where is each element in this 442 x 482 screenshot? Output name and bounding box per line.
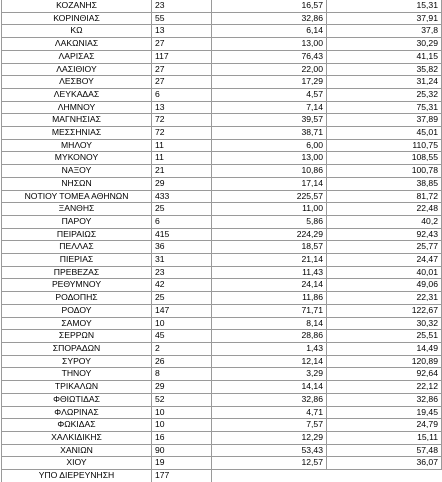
table-row	[2, 470, 442, 482]
table-row	[2, 419, 442, 432]
region-name-cell: ΣΥΡΟΥ	[2, 355, 152, 368]
region-name-cell: ΜΥΚΟΝΟΥ	[2, 152, 152, 165]
count-cell: 25	[152, 203, 212, 216]
rate-cell: 81,72	[327, 190, 442, 203]
rate-cell: 41,15	[327, 50, 442, 63]
table-row	[2, 254, 442, 267]
region-name-cell: ΣΑΜΟΥ	[2, 317, 152, 330]
count-cell: 27	[152, 38, 212, 51]
count-cell: 72	[152, 114, 212, 127]
average-cell: 6,14	[212, 25, 327, 38]
table-row	[2, 406, 442, 419]
average-cell: 11,00	[212, 203, 327, 216]
rate-cell: 100,78	[327, 165, 442, 178]
table-row	[2, 215, 442, 228]
average-cell: 4,57	[212, 88, 327, 101]
count-cell: 117	[152, 50, 212, 63]
rate-cell: 19,45	[327, 406, 442, 419]
rate-cell: 15,11	[327, 431, 442, 444]
table-row	[2, 228, 442, 241]
count-cell: 36	[152, 241, 212, 254]
region-name-cell: ΦΘΙΩΤΙΔΑΣ	[2, 393, 152, 406]
region-name-cell: ΡΕΘΥΜΝΟΥ	[2, 279, 152, 292]
count-cell: 31	[152, 254, 212, 267]
table-row	[2, 88, 442, 101]
average-cell: 8,14	[212, 317, 327, 330]
rate-cell: 37,8	[327, 25, 442, 38]
region-name-cell: ΛΑΡΙΣΑΣ	[2, 50, 152, 63]
average-cell: 11,43	[212, 266, 327, 279]
rate-cell: 14,49	[327, 342, 442, 355]
average-cell: 14,14	[212, 381, 327, 394]
count-cell: 52	[152, 393, 212, 406]
count-cell: 6	[152, 215, 212, 228]
region-name-cell: ΛΗΜΝΟΥ	[2, 101, 152, 114]
count-cell: 45	[152, 330, 212, 343]
region-name-cell: ΛΑΚΩΝΙΑΣ	[2, 38, 152, 51]
rate-cell	[327, 470, 442, 482]
table-row	[2, 152, 442, 165]
table-row	[2, 127, 442, 140]
rate-cell: 25,32	[327, 88, 442, 101]
region-name-cell: ΜΗΛΟΥ	[2, 139, 152, 152]
rate-cell: 37,89	[327, 114, 442, 127]
count-cell: 433	[152, 190, 212, 203]
average-cell: 225,57	[212, 190, 327, 203]
region-name-cell: ΡΟΔΟΥ	[2, 304, 152, 317]
table-row	[2, 368, 442, 381]
table-row	[2, 304, 442, 317]
rate-cell: 15,31	[327, 0, 442, 12]
average-cell: 13,00	[212, 152, 327, 165]
table-row	[2, 165, 442, 178]
rate-cell: 75,31	[327, 101, 442, 114]
data-table	[1, 0, 442, 482]
table-row	[2, 317, 442, 330]
table-row	[2, 190, 442, 203]
table-row	[2, 50, 442, 63]
count-cell: 42	[152, 279, 212, 292]
average-cell: 12,29	[212, 431, 327, 444]
region-name-cell: ΦΩΚΙΔΑΣ	[2, 419, 152, 432]
rate-cell: 30,32	[327, 317, 442, 330]
table-row	[2, 431, 442, 444]
rate-cell: 22,12	[327, 381, 442, 394]
count-cell: 21	[152, 165, 212, 178]
count-cell: 72	[152, 127, 212, 140]
count-cell: 16	[152, 431, 212, 444]
average-cell: 38,71	[212, 127, 327, 140]
rate-cell: 24,47	[327, 254, 442, 267]
count-cell: 23	[152, 0, 212, 12]
count-cell: 26	[152, 355, 212, 368]
rate-cell: 110,75	[327, 139, 442, 152]
average-cell: 4,71	[212, 406, 327, 419]
region-name-cell: ΚΟΡΙΝΘΙΑΣ	[2, 12, 152, 25]
region-name-cell: ΠΡΕΒΕΖΑΣ	[2, 266, 152, 279]
region-name-cell: ΝΗΣΩΝ	[2, 177, 152, 190]
rate-cell: 108,55	[327, 152, 442, 165]
rate-cell: 92,43	[327, 228, 442, 241]
rate-cell: 24,79	[327, 419, 442, 432]
rate-cell: 35,82	[327, 63, 442, 76]
count-cell: 55	[152, 12, 212, 25]
count-cell: 13	[152, 101, 212, 114]
region-name-cell: ΠΑΡΟΥ	[2, 215, 152, 228]
average-cell: 16,57	[212, 0, 327, 12]
count-cell: 11	[152, 152, 212, 165]
rate-cell: 40,01	[327, 266, 442, 279]
average-cell: 32,86	[212, 12, 327, 25]
rate-cell: 92,64	[327, 368, 442, 381]
average-cell: 17,29	[212, 76, 327, 89]
count-cell: 19	[152, 457, 212, 470]
rate-cell: 25,77	[327, 241, 442, 254]
table-body	[2, 0, 442, 482]
average-cell: 224,29	[212, 228, 327, 241]
count-cell: 29	[152, 177, 212, 190]
rate-cell: 22,48	[327, 203, 442, 216]
rate-cell: 36,07	[327, 457, 442, 470]
average-cell: 12,57	[212, 457, 327, 470]
count-cell: 6	[152, 88, 212, 101]
average-cell: 53,43	[212, 444, 327, 457]
average-cell: 24,14	[212, 279, 327, 292]
region-name-cell: ΜΑΓΝΗΣΙΑΣ	[2, 114, 152, 127]
region-name-cell: ΤΗΝΟΥ	[2, 368, 152, 381]
region-name-cell: ΠΙΕΡΙΑΣ	[2, 254, 152, 267]
table-row	[2, 292, 442, 305]
table-row	[2, 279, 442, 292]
region-name-cell: ΧΙΟΥ	[2, 457, 152, 470]
rate-cell: 32,86	[327, 393, 442, 406]
region-name-cell: ΞΑΝΘΗΣ	[2, 203, 152, 216]
count-cell: 415	[152, 228, 212, 241]
count-cell: 27	[152, 63, 212, 76]
region-name-cell: ΜΕΣΣΗΝΙΑΣ	[2, 127, 152, 140]
table-row	[2, 101, 442, 114]
average-cell: 39,57	[212, 114, 327, 127]
rate-cell: 25,51	[327, 330, 442, 343]
region-name-cell: ΠΕΙΡΑΙΩΣ	[2, 228, 152, 241]
count-cell: 90	[152, 444, 212, 457]
table-row	[2, 63, 442, 76]
average-cell: 12,14	[212, 355, 327, 368]
average-cell: 22,00	[212, 63, 327, 76]
average-cell: 32,86	[212, 393, 327, 406]
region-name-cell: ΤΡΙΚΑΛΩΝ	[2, 381, 152, 394]
table-row	[2, 38, 442, 51]
average-cell: 1,43	[212, 342, 327, 355]
count-cell: 27	[152, 76, 212, 89]
table-row	[2, 114, 442, 127]
table-row	[2, 342, 442, 355]
region-name-cell: ΣΠΟΡΑΔΩΝ	[2, 342, 152, 355]
average-cell: 7,57	[212, 419, 327, 432]
average-cell: 6,00	[212, 139, 327, 152]
region-name-cell: ΠΕΛΛΑΣ	[2, 241, 152, 254]
count-cell: 23	[152, 266, 212, 279]
table-row	[2, 330, 442, 343]
table-row	[2, 355, 442, 368]
table-row	[2, 241, 442, 254]
average-cell: 17,14	[212, 177, 327, 190]
count-cell: 10	[152, 406, 212, 419]
table-row	[2, 381, 442, 394]
average-cell: 28,86	[212, 330, 327, 343]
rate-cell: 22,31	[327, 292, 442, 305]
region-name-cell: ΚΟΖΑΝΗΣ	[2, 0, 152, 12]
region-name-cell: ΧΑΛΚΙΔΙΚΗΣ	[2, 431, 152, 444]
count-cell: 25	[152, 292, 212, 305]
average-cell: 10,86	[212, 165, 327, 178]
region-name-cell: ΝΑΞΟΥ	[2, 165, 152, 178]
count-cell: 147	[152, 304, 212, 317]
count-cell: 29	[152, 381, 212, 394]
table-row	[2, 0, 442, 12]
table-row	[2, 203, 442, 216]
count-cell: 11	[152, 139, 212, 152]
rate-cell: 45,01	[327, 127, 442, 140]
rate-cell: 122,67	[327, 304, 442, 317]
region-name-cell: ΛΑΣΙΘΙΟΥ	[2, 63, 152, 76]
table-row	[2, 393, 442, 406]
average-cell: 71,71	[212, 304, 327, 317]
rate-cell: 120,89	[327, 355, 442, 368]
region-name-cell: ΝΟΤΙΟΥ ΤΟΜΕΑ ΑΘΗΝΩΝ	[2, 190, 152, 203]
table-row	[2, 457, 442, 470]
average-cell: 76,43	[212, 50, 327, 63]
rate-cell: 31,24	[327, 76, 442, 89]
rate-cell: 40,2	[327, 215, 442, 228]
region-name-cell: ΦΛΩΡΙΝΑΣ	[2, 406, 152, 419]
average-cell: 7,14	[212, 101, 327, 114]
region-name-cell: ΡΟΔΟΠΗΣ	[2, 292, 152, 305]
count-cell: 8	[152, 368, 212, 381]
count-cell: 10	[152, 419, 212, 432]
region-name-cell: ΣΕΡΡΩΝ	[2, 330, 152, 343]
region-name-cell: ΚΩ	[2, 25, 152, 38]
table-row	[2, 25, 442, 38]
average-cell: 3,29	[212, 368, 327, 381]
region-name-cell: ΥΠΟ ΔΙΕΡΕΥΝΗΣΗ	[2, 470, 152, 482]
average-cell	[212, 470, 327, 482]
rate-cell: 49,06	[327, 279, 442, 292]
count-cell: 2	[152, 342, 212, 355]
average-cell: 21,14	[212, 254, 327, 267]
rate-cell: 38,85	[327, 177, 442, 190]
count-cell: 177	[152, 470, 212, 482]
count-cell: 10	[152, 317, 212, 330]
average-cell: 13,00	[212, 38, 327, 51]
table-row	[2, 76, 442, 89]
count-cell: 13	[152, 25, 212, 38]
average-cell: 11,86	[212, 292, 327, 305]
table-row	[2, 12, 442, 25]
rate-cell: 30,29	[327, 38, 442, 51]
table-row	[2, 266, 442, 279]
table-row	[2, 444, 442, 457]
region-name-cell: ΛΕΣΒΟΥ	[2, 76, 152, 89]
region-name-cell: ΧΑΝΙΩΝ	[2, 444, 152, 457]
region-name-cell: ΛΕΥΚΑΔΑΣ	[2, 88, 152, 101]
table-row	[2, 139, 442, 152]
rate-cell: 37,91	[327, 12, 442, 25]
rate-cell: 57,48	[327, 444, 442, 457]
table-row	[2, 177, 442, 190]
average-cell: 5,86	[212, 215, 327, 228]
average-cell: 18,57	[212, 241, 327, 254]
